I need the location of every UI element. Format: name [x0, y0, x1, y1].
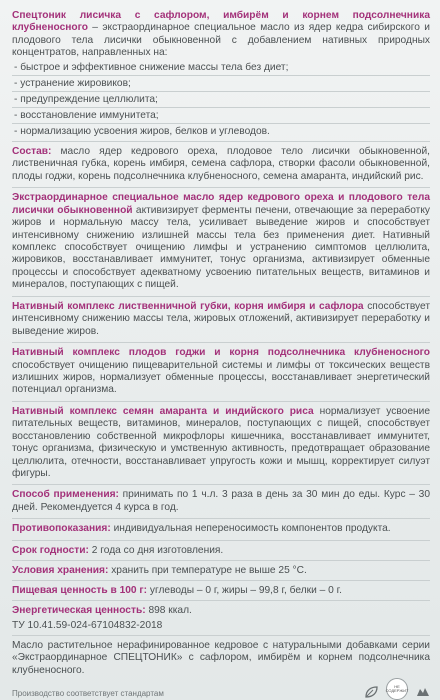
list-item: - быстрое и эффективное снижение массы тела без диет;	[12, 60, 430, 76]
divider	[12, 518, 430, 519]
nutrition-label: Пищевая ценность в 100 г:	[12, 584, 148, 596]
divider	[12, 296, 430, 297]
contraindications-text: индивидуальная непереносимость компонентов продукта.	[110, 523, 391, 535]
usage-text: принимать по 1 ч.л. 3 раза в день за 30 мин до еды. Курс – 30 дней. Рекомендуется 4 курса в год.	[12, 489, 431, 513]
section-title: Нативный комплекс семян амаранта и индийского риса	[12, 405, 314, 417]
composition-text: масло ядер кедрового ореха, плодовое тело лисички обыкновенной, лиственичная губка, корень имбиря, семена сафлора, створки фасоли обыкновенной, плоды годжи, корень подсолнечника клубненосного, семена амаранта, индийский рис.	[12, 145, 430, 182]
section-paragraph	[12, 190, 430, 294]
section-text: способствует очищению пищеварительной системы и лимфы от токсических веществ излишних жиров, нормализует обменные процессы, восстанавливает энергетический потенциал организма.	[12, 359, 430, 396]
divider	[12, 560, 430, 561]
list-item: - устранение жировиков;	[12, 76, 430, 92]
divider	[12, 580, 430, 581]
intro-text: – экстраординарное специальное масло из ядер кедра сибирского и плодового тела лисички обыкновенной с добавлением нативных природных концентратов, направленных на:	[12, 22, 430, 59]
nutrition-text: углеводы – 0 г, жиры – 99,8 г, белки – 0 г.	[147, 584, 342, 596]
intro-paragraph	[12, 10, 430, 60]
shelf-life-line	[12, 543, 430, 558]
section-title: Нативный комплекс плодов годжи и корня подсолнечника клубненосного	[12, 347, 430, 359]
certification-logos	[362, 678, 432, 700]
divider	[12, 342, 430, 343]
contraindications-label: Противопоказания:	[12, 523, 111, 535]
energy-text: 898 ккал.	[145, 604, 192, 616]
list-item: - восстановление иммунитета;	[12, 108, 430, 124]
list-item: - нормализацию усвоения жиров, белков и углеводов.	[14, 125, 270, 137]
section-text: активизирует ферменты печени, отвечающие за переработку жиров и нормальную массу тела, усиливает выведение жиров и способствует интенсивному снижению излишней массы тела без применения диет. Нативный комплекс способствует очищению лимфы и устранению симптомов целлюлита, жировиков, восстанавливает иммунитет, тонус организма, активизирует обменные процессы и способствует адекватному усвоению питательных веществ, витаминов и минералов, поступающих с пищей.	[12, 204, 431, 291]
leaf-logo-icon	[362, 684, 380, 700]
composition-label: Состав:	[12, 145, 52, 157]
storage-text: хранить при температуре не выше 25 °С.	[108, 564, 307, 576]
nutrition-line	[12, 583, 430, 598]
divider	[12, 401, 430, 402]
divider	[12, 540, 430, 541]
storage-line	[12, 563, 430, 578]
list-item: - предупреждение целлюлита;	[12, 92, 430, 108]
contraindications-paragraph	[12, 521, 430, 537]
divider	[12, 600, 430, 601]
badge-text: НЕ СОДЕРЖИТ	[385, 683, 409, 693]
divider	[12, 187, 430, 188]
section-title: Нативный комплекс лиственничной губки, корня имбиря и сафлора	[12, 300, 364, 312]
section-paragraph	[12, 404, 430, 483]
animal-logo-icon	[414, 684, 432, 700]
section-text: способствует интенсивному снижению массы тела, жировых отложений, активизирует переработку и выведение жиров.	[12, 300, 430, 337]
section-title: Экстраординарное специальное масло ядер кедрового ореха и плодового тела лисички обыкновенной	[12, 192, 430, 216]
certification-badge-icon	[386, 678, 408, 700]
tu-line: ТУ 10.41.59-024-67104832-2018	[12, 619, 163, 631]
standards-text: Производство соответствует стандартам	[12, 689, 164, 698]
shelf-life-text: 2 года со дня изготовления.	[88, 544, 224, 556]
section-paragraph	[12, 345, 430, 399]
section-paragraph	[12, 299, 430, 340]
storage-label: Условия хранения:	[12, 564, 109, 576]
divider	[12, 484, 430, 485]
benefits-list	[12, 60, 430, 139]
energy-line	[12, 603, 430, 618]
usage-label: Способ применения:	[12, 489, 119, 501]
composition-paragraph	[12, 144, 430, 185]
shelf-life-label: Срок годности:	[12, 544, 89, 556]
product-title: Спецтоник лисичка с сафлором, имбирём и корнем подсолнечника клубненосного	[12, 10, 430, 34]
product-description: Масло растительное нерафинированное кедровое с натуральными добавками серии «Экстраординарное СПЕЦТОНИК» с сафлором, имбирём и корнем подсолнечника клубненосного.	[12, 640, 430, 676]
usage-paragraph	[12, 487, 430, 516]
label-content	[12, 10, 430, 679]
footer	[12, 682, 432, 700]
section-text: нормализует усвоение питательных веществ, витаминов, минералов, поступающих с пищей, способствует восстановлению собственной микрофлоры кишечника, восстанавливает иммунитет, тонус организма, физическую и умственную активность, предотвращает образование целлюлита, отечности, восстанавливает упругость кожи и мышц, корректирует силуэт фигуры.	[12, 405, 430, 480]
divider	[12, 141, 430, 142]
divider	[12, 635, 430, 636]
energy-label: Энергетическая ценность:	[12, 604, 146, 616]
